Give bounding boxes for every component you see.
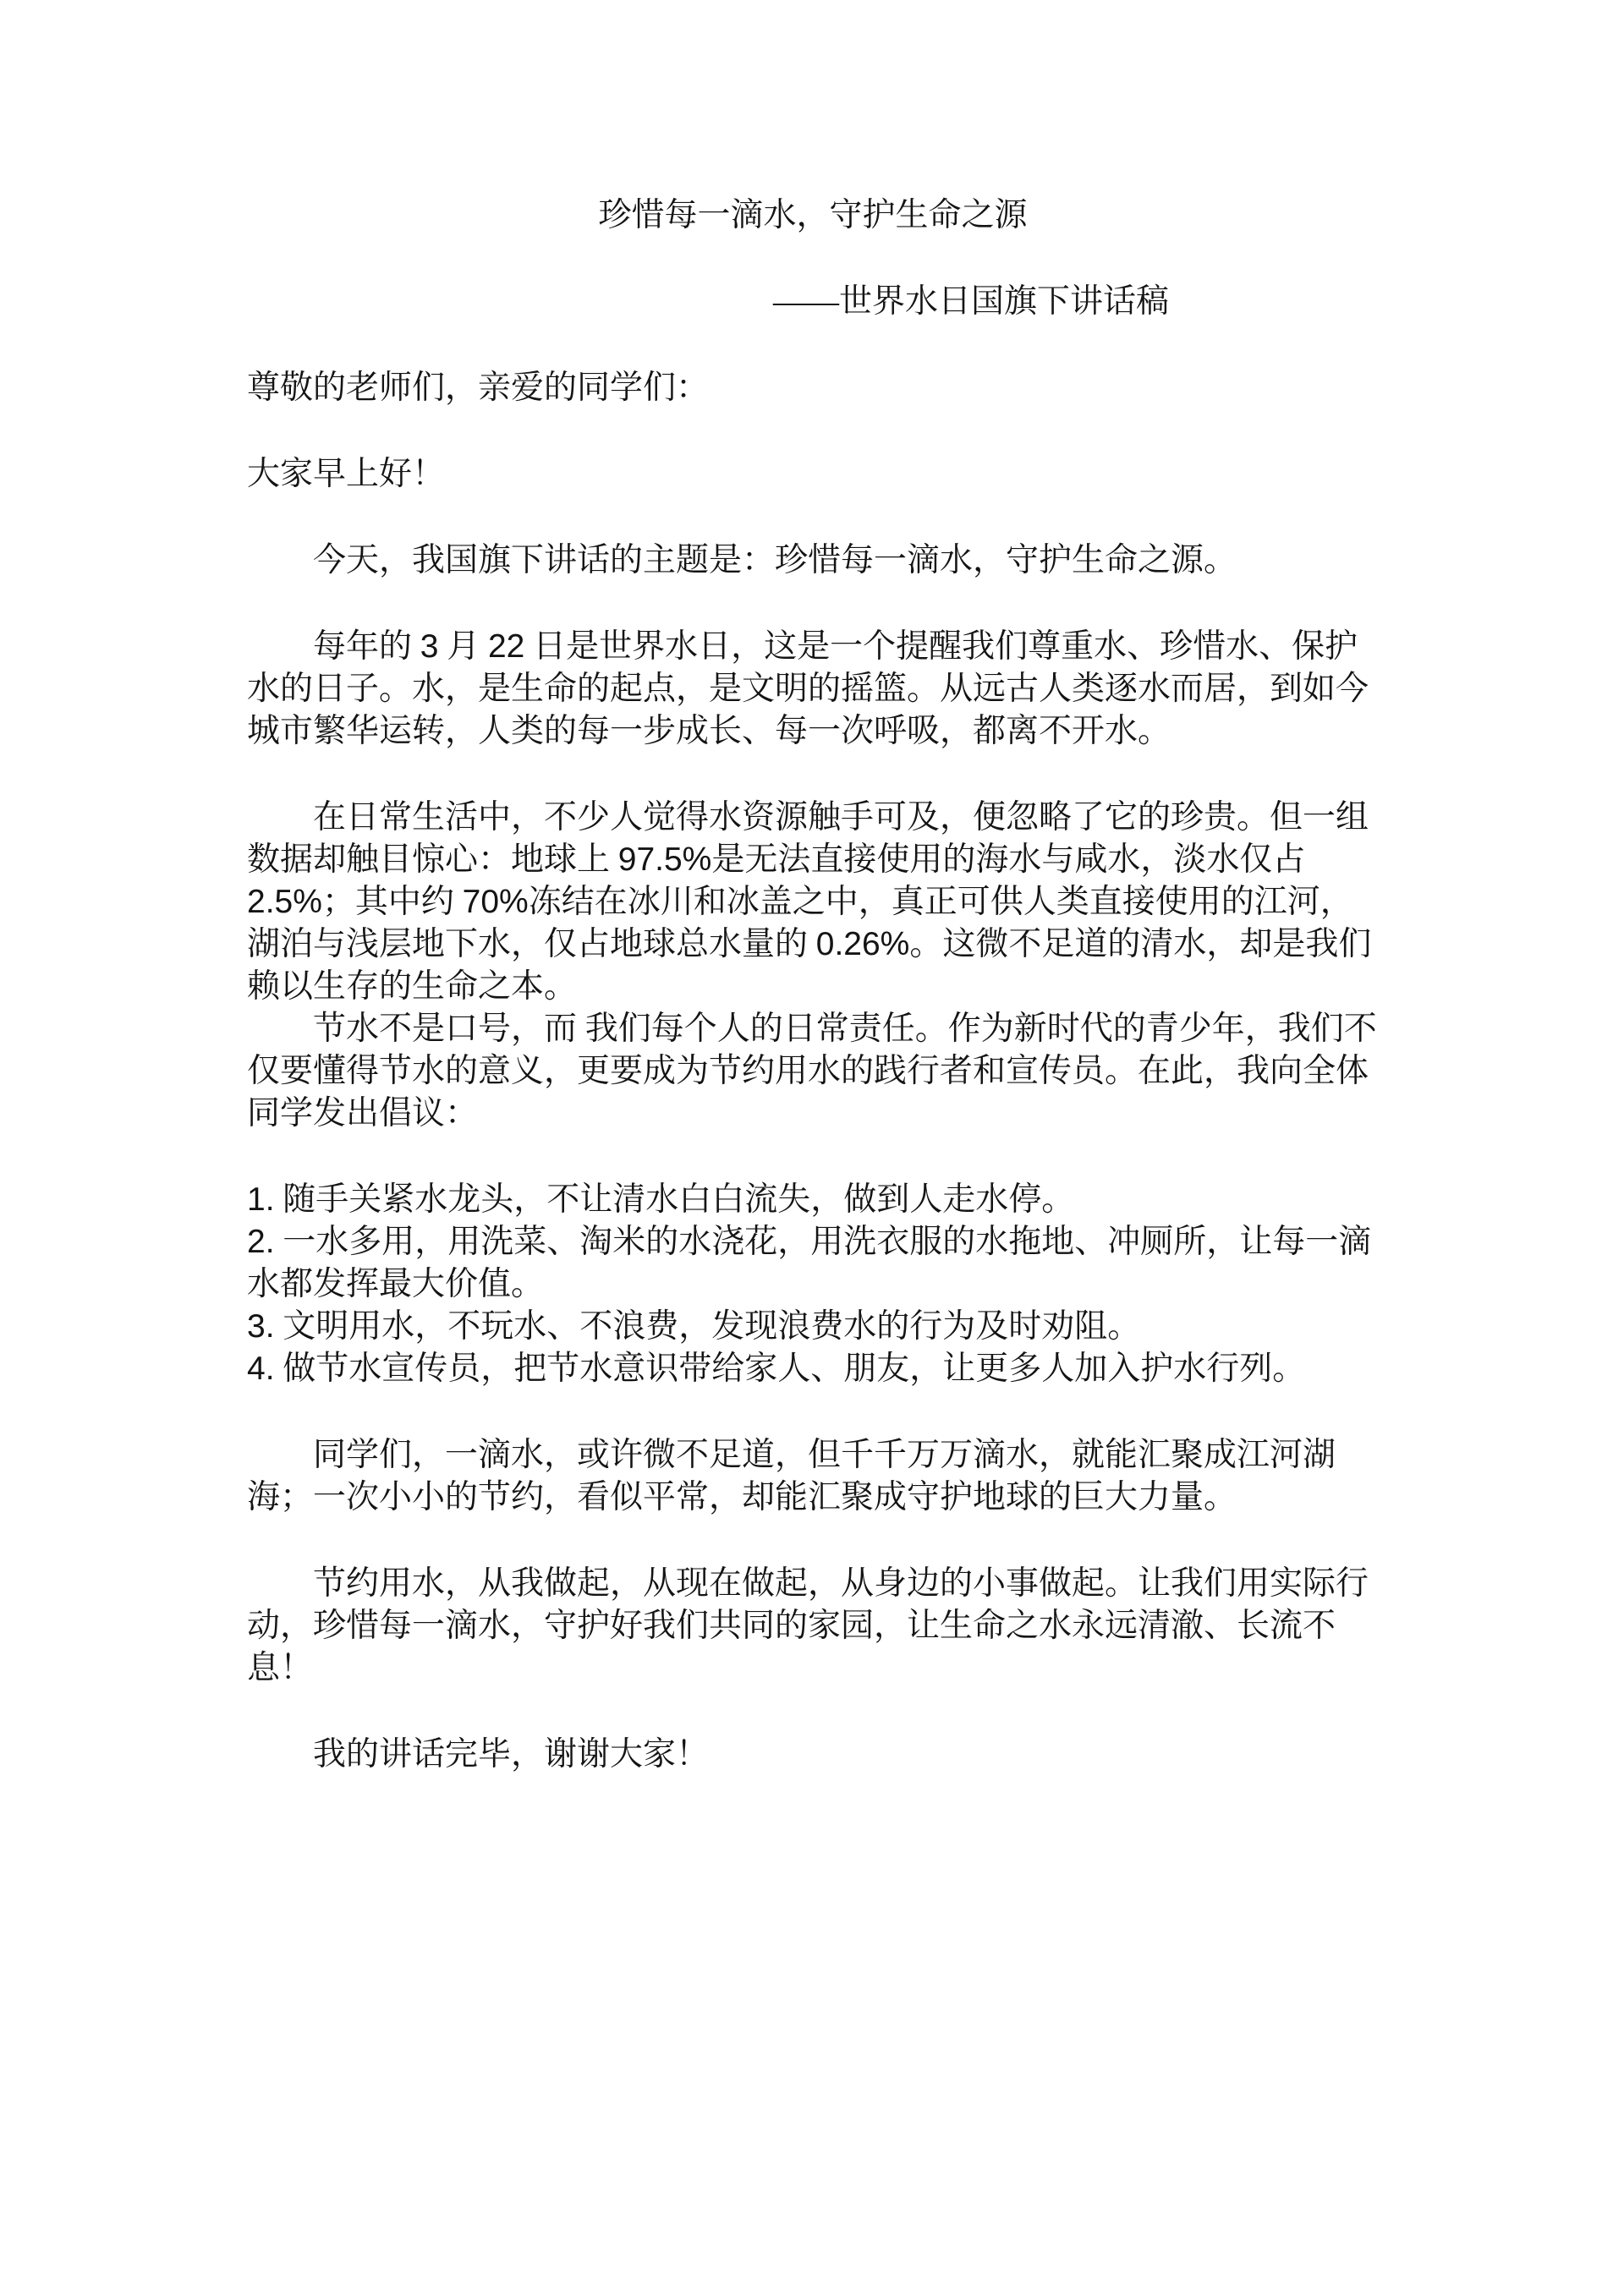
paragraph-saving-duty: 节水不是口号，而 我们每个人的日常责任。作为新时代的青少年，我们不仅要懂得节水的意义，更要成为节约用水的践行者和宣传员。在此，我向全体同学发出倡议： [247,1011,1377,1132]
proposal-list [247,1179,1379,1390]
proposal-item-2: 2. 一水多用，用洗菜、淘米的水浇花，用洗衣服的水拖地、冲厕所，让每一滴水都发挥最大价值。 [247,1224,1372,1302]
proposal-item-3: 3. 文明用水，不玩水、不浪费，发现浪费水的行为及时劝阻。 [247,1308,1141,1345]
paragraph-world-water-day: 每年的 3 月 22 日是世界水日，这是一个提醒我们尊重水、珍惜水、保护水的日子。水，是生命的起点，是文明的摇篮。从远古人类逐水而居，到如今城市繁华运转，人类的每一步成长、每一次呼吸，都离不开水。 [247,628,1369,749]
proposal-item-1: 1. 随手关紧水龙头，不让清水白白流失，做到人走水停。 [247,1181,1075,1218]
paragraph-call-to-action: 节约用水，从我做起，从现在做起，从身边的小事做起。让我们用实际行动，珍惜每一滴水，守护好我们共同的家园，让生命之水永远清澈、长流不息！ [247,1565,1369,1686]
closing-line: 我的讲话完毕，谢谢大家！ [313,1736,710,1773]
paragraph-drops-gather: 同学们，一滴水，或许微不足道，但千千万万滴水，就能汇聚成江河湖海；一次小小的节约，看似平常，却能汇聚成守护地球的巨大力量。 [247,1437,1336,1515]
salutation-line: 尊敬的老师们，亲爱的同学们： [247,370,710,406]
paragraph-water-statistics: 在日常生活中，不少人觉得水资源触手可及，便忽略了它的珍贵。但一组数据却触目惊心：地球上 97.5%是无法直接使用的海水与咸水，淡水仅占 2.5%；其中约 70%冻结在冰川和冰盖之中，真正可供人类直接使用的江河，湖泊与浅层地下水，仅占地球总水量的 0.26%。这微不足道的清水，却是我们赖以生存的生命之本。 [247,799,1372,1005]
document-subtitle: ——世界水日国旗下讲话稿 [773,283,1170,320]
greeting-line: 大家早上好！ [247,456,446,492]
proposal-item-4: 4. 做节水宣传员，把节水意识带给家人、朋友，让更多人加入护水行列。 [247,1351,1306,1387]
paragraph-theme: 今天，我国旗下讲话的主题是：珍惜每一滴水，守护生命之源。 [313,542,1237,578]
document-title: 珍惜每一滴水，守护生命之源 [598,197,1028,233]
